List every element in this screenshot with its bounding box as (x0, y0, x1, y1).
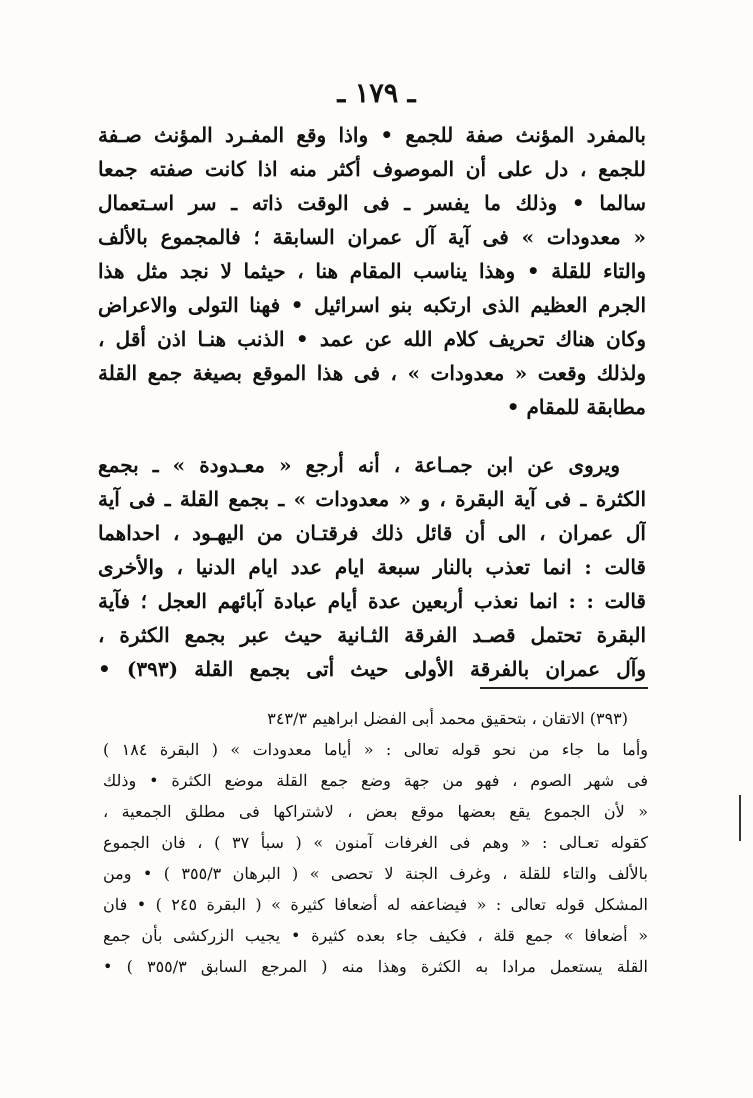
footnote-line: « أضعافا » جمع قلة ، فكيف جاء بعده كثيرة • يجيب الزركشى بأن جمع (103, 926, 648, 945)
text-line: « معدودات » فى آية آل عمران السابقة ؛ فالمجموع بالألف (98, 225, 646, 249)
text-line: والتاء للقلة • وهذا يناسب المقام هنا ، حيثما لا نجد مثل هذا (98, 259, 646, 283)
paragraph-1 (98, 118, 646, 424)
footnote-line: القلة يستعمل مرادا به الكثرة وهذا منه ( المرجع السابق ٣٥٥/٣ ) • (103, 957, 648, 976)
text-line: الكثرة ـ فى آية البقرة ، و « معدودات » ـ بجمع القلة ـ فى آية (98, 487, 646, 511)
text-line: مطابقة للمقام • (506, 395, 646, 419)
text-line: للجمع ، دل على أن الموصوف أكثر منه اذا كانت صفته جمعا (98, 157, 646, 181)
text-line: ويروى عن ابن جمـاعة ، أنه أرجع « معـدودة » ـ بجمع (98, 453, 620, 477)
paragraph-gap (98, 424, 646, 448)
text-line: بالمفرد المؤنث صفة للجمع • واذا وقع المفـرد المؤنث صـفة (98, 123, 646, 147)
page-number: ـ ١٧٩ ـ (337, 78, 416, 109)
text-line: قالت : : انما نعذب أربعين عدة أيام عبادة آبائهم العجل ؛ فآية (98, 589, 646, 613)
footnote-line: كقوله تعـالى : « وهم فى الغرفات آمنون » ( سبأ ٣٧ ) ، فان الجموع (103, 833, 648, 852)
text-line: البقرة تحتمل قصـد الفرقة الثـانية حيث عبر بجمع الكثرة ، (98, 623, 646, 647)
text-line: سالما • وذلك ما يفسر ـ فى الوقت ذاته ـ سر اسـتعمال (98, 191, 646, 215)
scan-edge-mark (739, 795, 741, 841)
body-text (98, 118, 646, 686)
footnote-line: بالألف والتاء للقلة ، وغرف الجنة لا تحصى » ( البرهان ٣٥٥/٣ ) • ومن (103, 864, 648, 883)
text-line: قالت : انما تعذب بالنار سبعة ايام عدد ايام الدنيا ، والأخرى (98, 555, 646, 579)
text-line: الجرم العظيم الذى ارتكبه بنو اسرائيل • فهنا التولى والاعراض (98, 293, 646, 317)
text-line: وآل عمران بالفرقة الأولى حيث أتى بجمع القلة (٣٩٣) • (98, 657, 646, 681)
footnote-line: « لأن الجموع يقع بعضها موقع بعض ، لاشتراكها فى مطلق الجمعية ، (103, 802, 648, 821)
footnote-line: (٣٩٣) الاتقان ، بتحقيق محمد أبى الفضل ابراهيم ٣٤٣/٣ (267, 709, 628, 728)
footnote-line: فى شهر الصوم ، فهو من جهة وضع جمع القلة موضع الكثرة • وذلك (103, 771, 648, 790)
text-line: ولذلك وقعت « معدودات » ، فى هذا الموقع بصيغة جمع القلة (98, 361, 646, 385)
footnotes (103, 703, 648, 982)
text-line: آل عمران ، الى أن قائل ذلك فرقتـان من اليهـود ، احداهما (98, 521, 646, 545)
paragraph-2 (98, 448, 646, 686)
footnote-line: المشكل قوله تعالى : « فيضاعفه له أضعافا كثيرة » ( البقرة ٢٤٥ ) • فان (103, 895, 648, 914)
footnote-separator (480, 687, 648, 689)
text-line: وكان هناك تحريف كلام الله عن عمد • الذنب هنـا اذن أقل ، (98, 327, 646, 351)
footnote-line: وأما ما جاء من نحو قوله تعالى : « أياما معدودات » ( البقرة ١٨٤ ) (103, 740, 648, 759)
